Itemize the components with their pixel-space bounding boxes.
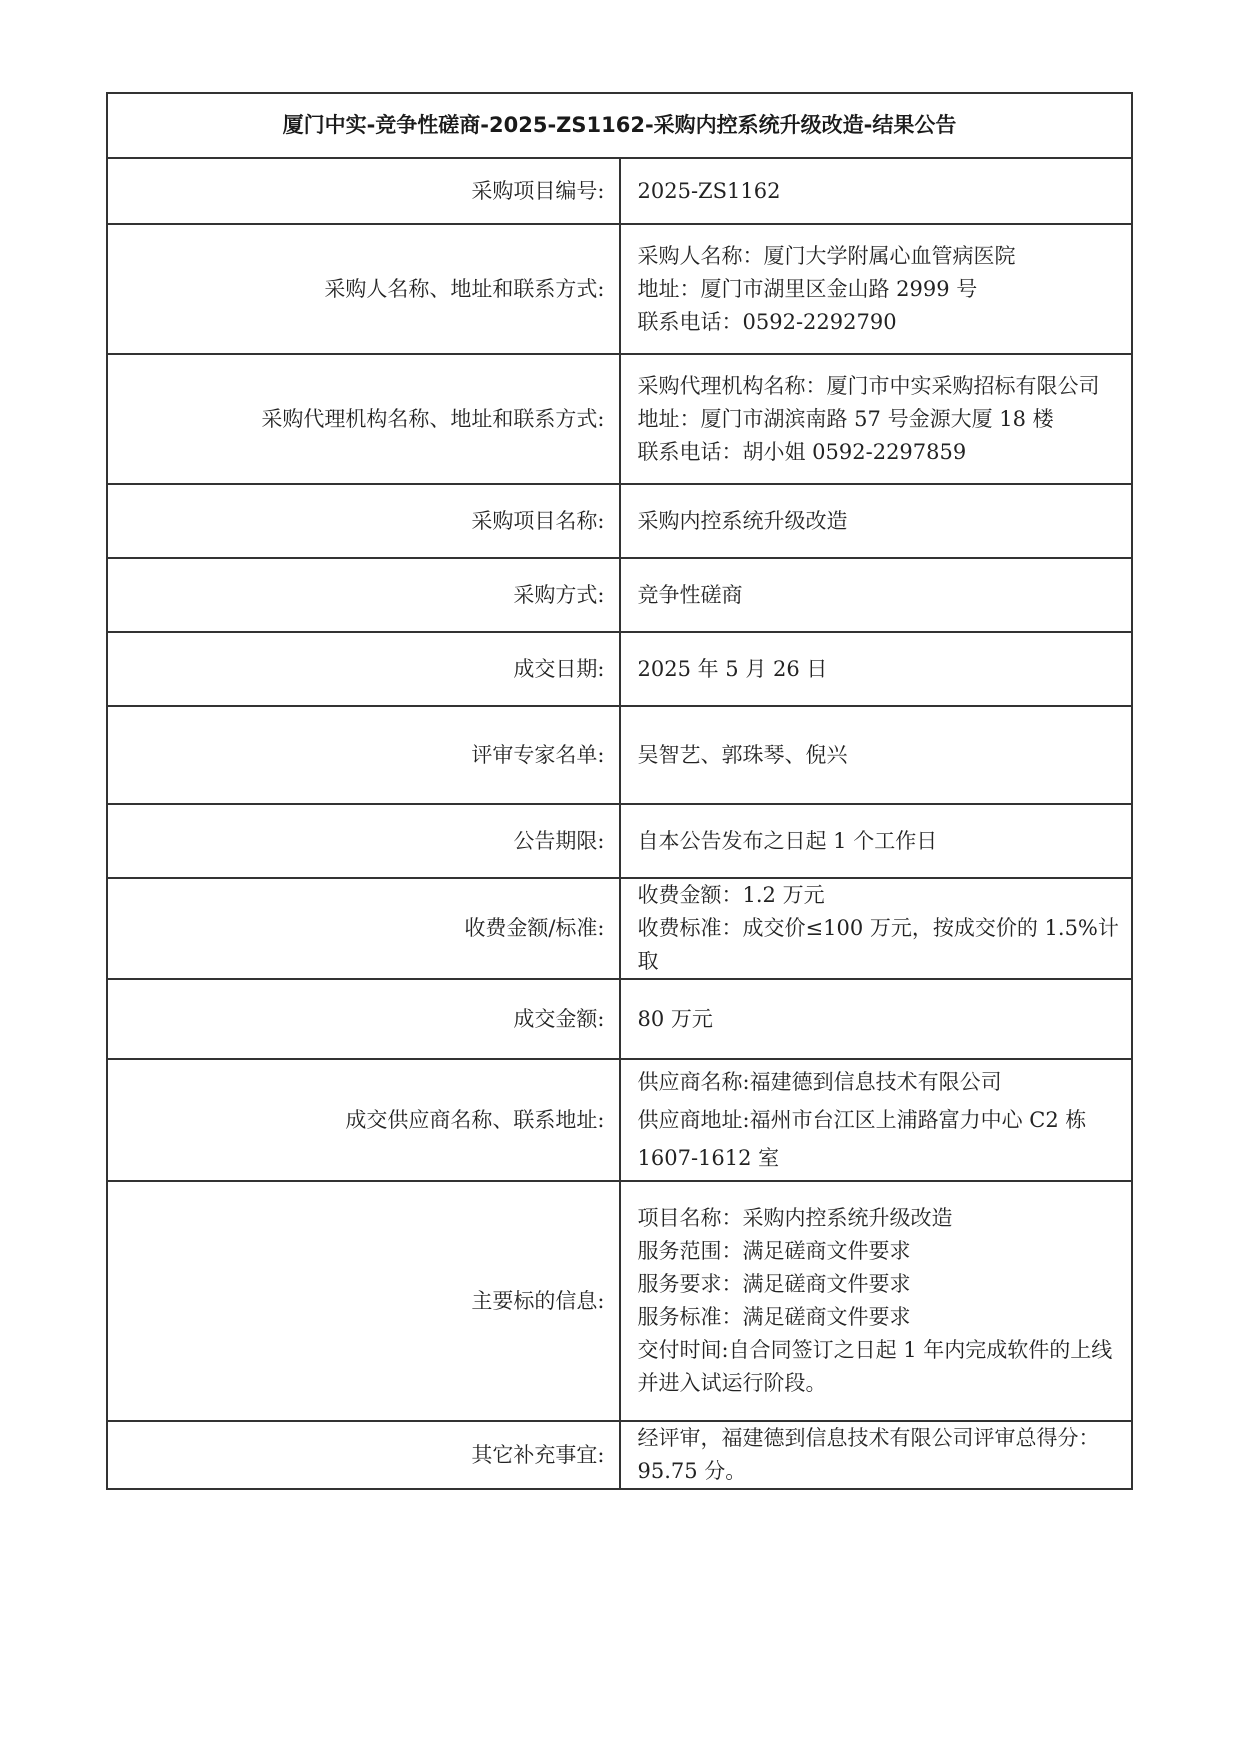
- expert-list: 吴智艺、郭珠琴、倪兴: [637, 742, 848, 767]
- fee-standard: 收费标准：成交价≤100 万元，按成交价的 1.5%计取: [637, 916, 1119, 973]
- value-project-number: [620, 158, 1133, 224]
- value-expert-list: [620, 706, 1133, 804]
- row-supplier: [107, 1059, 1132, 1181]
- purchaser-address: 地址：厦门市湖里区金山路 2999 号: [637, 276, 978, 301]
- label-procurement-method: 采购方式:: [107, 558, 620, 632]
- result-notice-table: [106, 92, 1133, 1490]
- label-purchaser: 采购人名称、地址和联系方式:: [107, 224, 620, 354]
- supplier-address: 供应商地址:福州市台江区上浦路富力中心 C2 栋 1607-1612 室: [637, 1108, 1087, 1170]
- subject-service-standard: 服务标准：满足磋商文件要求: [637, 1305, 911, 1329]
- subject-delivery-time: 交付时间:自合同签订之日起 1 年内完成软件的上线并进入试运行阶段。: [637, 1338, 1113, 1395]
- row-deal-date: [107, 632, 1132, 706]
- notice-period: 自本公告发布之日起 1 个工作日: [637, 828, 938, 853]
- value-deal-date: [620, 632, 1133, 706]
- row-main-subject: [107, 1181, 1132, 1421]
- agency-name: 采购代理机构名称：厦门市中实采购招标有限公司: [637, 373, 1100, 398]
- label-fee: 收费金额/标准:: [107, 878, 620, 979]
- row-supplementary: [107, 1421, 1132, 1489]
- subject-project-name: 项目名称：采购内控系统升级改造: [637, 1206, 953, 1230]
- purchaser-name: 采购人名称：厦门大学附属心血管病医院: [637, 243, 1016, 268]
- row-agency: [107, 354, 1132, 484]
- label-project-number: 采购项目编号:: [107, 158, 620, 224]
- row-procurement-method: [107, 558, 1132, 632]
- subject-service-requirement: 服务要求：满足磋商文件要求: [637, 1272, 911, 1296]
- supplier-name: 供应商名称:福建德到信息技术有限公司: [637, 1070, 1002, 1094]
- value-supplier: [620, 1059, 1133, 1181]
- deal-date: 2025 年 5 月 26 日: [637, 656, 828, 681]
- project-name: 采购内控系统升级改造: [637, 508, 848, 533]
- row-purchaser: [107, 224, 1132, 354]
- label-supplementary: 其它补充事宜:: [107, 1421, 620, 1489]
- supplementary-score: 经评审，福建德到信息技术有限公司评审总得分：95.75 分。: [637, 1426, 1100, 1483]
- value-purchaser: [620, 224, 1133, 354]
- row-deal-amount: [107, 979, 1132, 1059]
- row-notice-period: [107, 804, 1132, 878]
- row-fee: [107, 878, 1132, 979]
- row-project-name: [107, 484, 1132, 558]
- value-procurement-method: [620, 558, 1133, 632]
- notice-title: 厦门中实-竞争性磋商-2025-ZS1162-采购内控系统升级改造-结果公告: [107, 93, 1132, 158]
- row-project-number: [107, 158, 1132, 224]
- value-main-subject: [620, 1181, 1133, 1421]
- agency-address: 地址：厦门市湖滨南路 57 号金源大厦 18 楼: [637, 406, 1054, 431]
- label-notice-period: 公告期限:: [107, 804, 620, 878]
- label-supplier: 成交供应商名称、联系地址:: [107, 1059, 620, 1181]
- purchaser-phone: 联系电话：0592-2292790: [637, 309, 897, 334]
- value-deal-amount: [620, 979, 1133, 1059]
- deal-amount: 80 万元: [637, 1006, 713, 1031]
- label-expert-list: 评审专家名单:: [107, 706, 620, 804]
- subject-service-scope: 服务范围：满足磋商文件要求: [637, 1239, 911, 1263]
- value-supplementary: [620, 1421, 1133, 1489]
- label-main-subject: 主要标的信息:: [107, 1181, 620, 1421]
- value-project-name: [620, 484, 1133, 558]
- value-fee: [620, 878, 1133, 979]
- fee-amount: 收费金额：1.2 万元: [637, 883, 825, 907]
- title-row: [107, 93, 1132, 158]
- project-number: 2025-ZS1162: [637, 178, 781, 203]
- label-deal-date: 成交日期:: [107, 632, 620, 706]
- label-project-name: 采购项目名称:: [107, 484, 620, 558]
- value-agency: [620, 354, 1133, 484]
- agency-phone: 联系电话：胡小姐 0592-2297859: [637, 439, 967, 464]
- row-expert-list: [107, 706, 1132, 804]
- value-notice-period: [620, 804, 1133, 878]
- procurement-method: 竞争性磋商: [637, 582, 743, 607]
- label-agency: 采购代理机构名称、地址和联系方式:: [107, 354, 620, 484]
- label-deal-amount: 成交金额:: [107, 979, 620, 1059]
